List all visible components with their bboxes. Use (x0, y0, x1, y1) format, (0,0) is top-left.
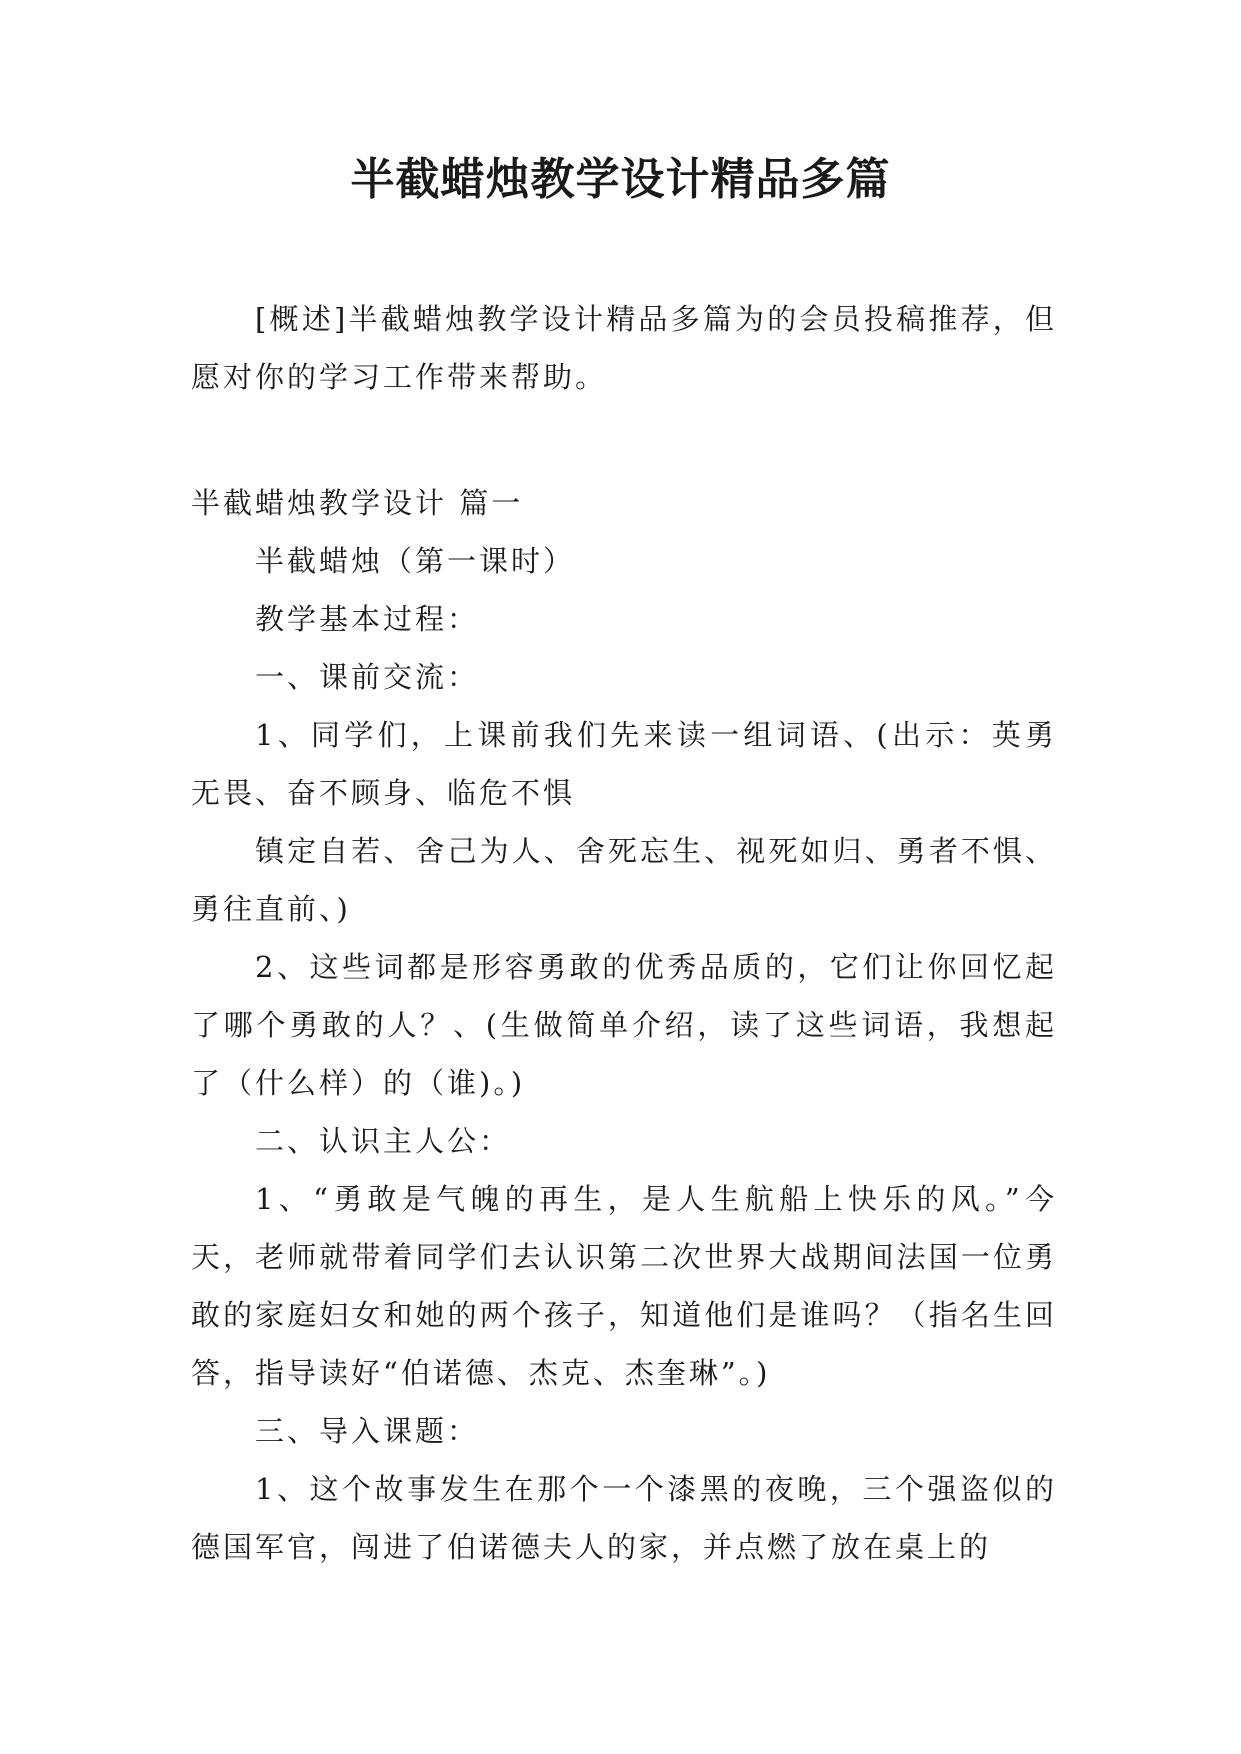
document-title: 半截蜡烛教学设计精品多篇 (350, 154, 891, 205)
paragraph-step-two: 二、认识主人公： (255, 1124, 512, 1158)
paragraph-process: 教学基本过程： (255, 602, 480, 636)
paragraph-step-three: 三、导入课题： (255, 1414, 480, 1448)
section-heading: 半截蜡烛教学设计 篇一 (191, 486, 524, 520)
paragraph-recall: 2、这些词都是形容勇敢的优秀品质的，它们让你回忆起了哪个勇敢的人？、(生做简单介绍，读了这些词语，我想起了（什么样）的（谁)。) (191, 950, 1057, 1100)
paragraph-words-cont: 镇定自若、舍己为人、舍死忘生、视死如归、勇者不惧、勇往直前、) (191, 834, 1057, 926)
paragraph-step-one: 一、课前交流： (255, 660, 480, 694)
document-body (191, 290, 1057, 1576)
paragraph-courage: 1、“勇敢是气魄的再生，是人生航船上快乐的风。”今天，老师就带着同学们去认识第二次世界大战期间法国一位勇敢的家庭妇女和她的两个孩子，知道他们是谁吗？（指名生回答，指导读好“伯诺德、杰克、杰奎琳”。) (191, 1182, 1057, 1390)
paragraph-story: 1、这个故事发生在那个一个漆黑的夜晚，三个强盗似的德国军官，闯进了伯诺德夫人的家，并点燃了放在桌上的 (191, 1472, 1057, 1564)
spacer (191, 406, 1057, 474)
paragraph-lesson-title: 半截蜡烛（第一课时） (255, 544, 576, 578)
summary-paragraph: [概述]半截蜡烛教学设计精品多篇为的会员投稿推荐，但愿对你的学习工作带来帮助。 (191, 302, 1057, 394)
paragraph-words: 1、同学们，上课前我们先来读一组词语、(出示：英勇无畏、奋不顾身、临危不惧 (191, 718, 1057, 810)
